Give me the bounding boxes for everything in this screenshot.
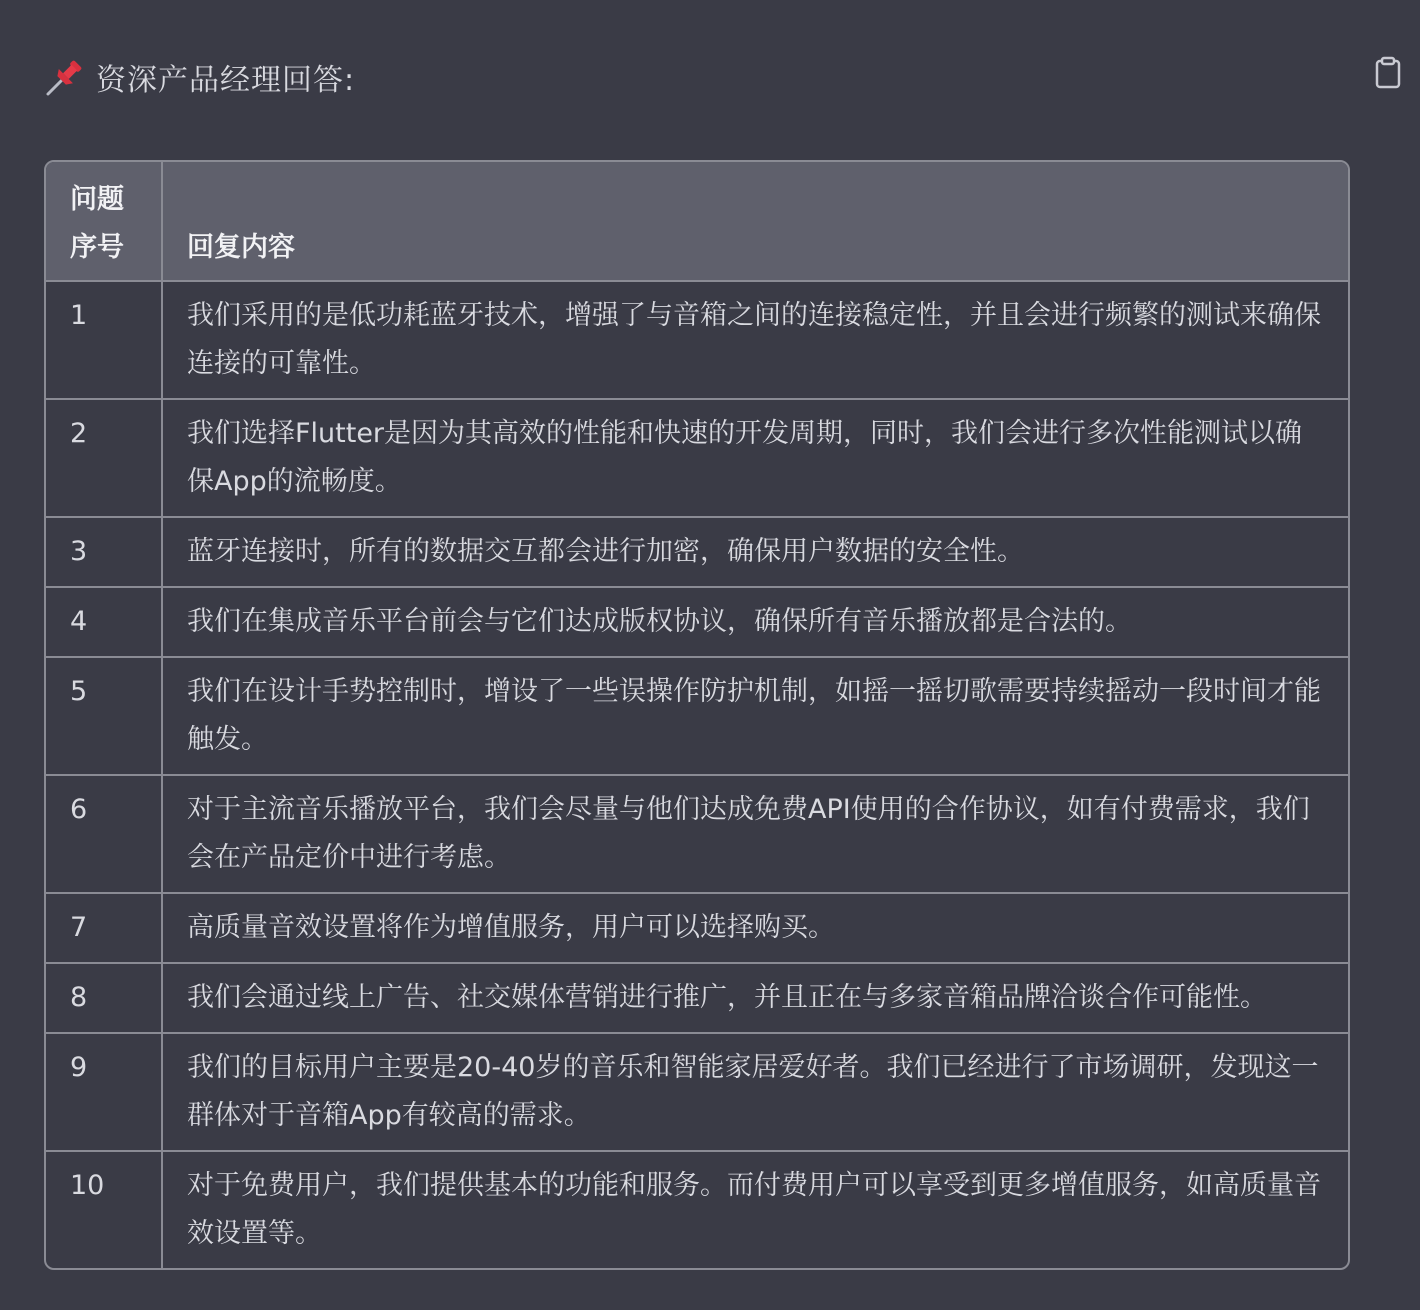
row-number: 7 — [46, 893, 162, 963]
table-row — [46, 893, 1348, 963]
table-row — [46, 517, 1348, 587]
column-header-answer: 回复内容 — [162, 162, 1348, 281]
row-answer: 高质量音效设置将作为增值服务，用户可以选择购买。 — [162, 893, 1348, 963]
qa-table — [44, 160, 1350, 1270]
response-header — [44, 52, 355, 102]
row-answer: 我们在集成音乐平台前会与它们达成版权协议，确保所有音乐播放都是合法的。 — [162, 587, 1348, 657]
row-answer: 我们采用的是低功耗蓝牙技术，增强了与音箱之间的连接稳定性，并且会进行频繁的测试来确保连接的可靠性。 — [162, 281, 1348, 399]
table-row — [46, 587, 1348, 657]
row-number: 3 — [46, 517, 162, 587]
table-row — [46, 1151, 1348, 1268]
row-answer: 蓝牙连接时，所有的数据交互都会进行加密，确保用户数据的安全性。 — [162, 517, 1348, 587]
pushpin-icon — [44, 56, 86, 98]
row-number: 4 — [46, 587, 162, 657]
table-row — [46, 399, 1348, 517]
table-row — [46, 963, 1348, 1033]
row-answer: 我们选择Flutter是因为其高效的性能和快速的开发周期，同时，我们会进行多次性能测试以确保App的流畅度。 — [162, 399, 1348, 517]
row-answer: 我们的目标用户主要是20-40岁的音乐和智能家居爱好者。我们已经进行了市场调研，发现这一群体对于音箱App有较高的需求。 — [162, 1033, 1348, 1151]
row-number: 2 — [46, 399, 162, 517]
table-row — [46, 281, 1348, 399]
row-answer: 我们会通过线上广告、社交媒体营销进行推广，并且正在与多家音箱品牌洽谈合作可能性。 — [162, 963, 1348, 1033]
table-row — [46, 775, 1348, 893]
row-answer: 对于免费用户，我们提供基本的功能和服务。而付费用户可以享受到更多增值服务，如高质量音效设置等。 — [187, 1170, 1321, 1249]
row-number: 6 — [46, 775, 162, 893]
page-title: 资深产品经理回答: — [96, 63, 356, 98]
row-number: 9 — [46, 1033, 162, 1151]
row-number: 10 — [46, 1151, 162, 1268]
row-number: 1 — [46, 281, 162, 399]
row-number: 8 — [46, 963, 162, 1033]
row-answer: 我们在设计手势控制时，增设了一些误操作防护机制，如摇一摇切歌需要持续摇动一段时间才能触发。 — [162, 657, 1348, 775]
row-number: 5 — [46, 657, 162, 775]
row-answer: 对于主流音乐播放平台，我们会尽量与他们达成免费API使用的合作协议，如有付费需求，我们会在产品定价中进行考虑。 — [162, 775, 1348, 893]
table-row — [46, 1033, 1348, 1151]
table-row — [46, 657, 1348, 775]
table-header-row — [46, 162, 1348, 281]
clipboard-icon[interactable] — [1374, 56, 1404, 90]
column-header-number: 问题序号 — [46, 162, 162, 281]
